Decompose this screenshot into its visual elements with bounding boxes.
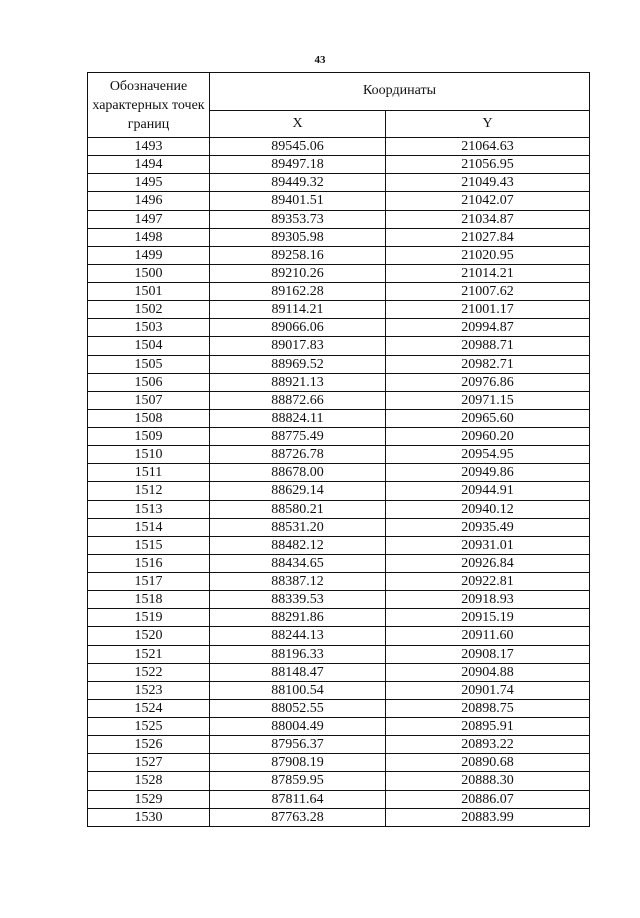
table-row xyxy=(88,591,590,609)
y-coordinate-cell: 20944.91 xyxy=(386,482,590,500)
x-coordinate-cell: 89449.32 xyxy=(210,174,386,192)
table-header xyxy=(88,73,590,138)
y-coordinate-cell: 20954.95 xyxy=(386,446,590,464)
x-coordinate-cell: 88969.52 xyxy=(210,355,386,373)
y-coordinate-cell: 20949.86 xyxy=(386,464,590,482)
y-coordinate-cell: 20886.07 xyxy=(386,790,590,808)
x-coordinate-cell: 88004.49 xyxy=(210,718,386,736)
y-coordinate-cell: 20915.19 xyxy=(386,609,590,627)
point-cell: 1498 xyxy=(88,228,210,246)
table-row xyxy=(88,482,590,500)
y-coordinate-cell: 21042.07 xyxy=(386,192,590,210)
y-coordinate-cell: 21049.43 xyxy=(386,174,590,192)
x-coordinate-cell: 89497.18 xyxy=(210,156,386,174)
x-coordinate-cell: 88434.65 xyxy=(210,554,386,572)
table-row xyxy=(88,518,590,536)
table-row xyxy=(88,391,590,409)
point-cell: 1516 xyxy=(88,554,210,572)
y-column-header: Y xyxy=(386,110,590,137)
table-row xyxy=(88,156,590,174)
table-row xyxy=(88,409,590,427)
point-cell: 1506 xyxy=(88,373,210,391)
point-cell: 1512 xyxy=(88,482,210,500)
y-coordinate-cell: 20994.87 xyxy=(386,319,590,337)
table-row xyxy=(88,264,590,282)
y-coordinate-cell: 21064.63 xyxy=(386,138,590,156)
table-row xyxy=(88,373,590,391)
table-row xyxy=(88,627,590,645)
x-coordinate-cell: 88196.33 xyxy=(210,645,386,663)
table-row xyxy=(88,428,590,446)
x-coordinate-cell: 88148.47 xyxy=(210,663,386,681)
x-coordinate-cell: 87908.19 xyxy=(210,754,386,772)
x-coordinate-cell: 88872.66 xyxy=(210,391,386,409)
table-row xyxy=(88,790,590,808)
x-coordinate-cell: 89210.26 xyxy=(210,264,386,282)
table-row xyxy=(88,174,590,192)
point-cell: 1525 xyxy=(88,718,210,736)
point-cell: 1494 xyxy=(88,156,210,174)
point-cell: 1511 xyxy=(88,464,210,482)
x-coordinate-cell: 89401.51 xyxy=(210,192,386,210)
point-cell: 1503 xyxy=(88,319,210,337)
x-coordinate-cell: 89017.83 xyxy=(210,337,386,355)
table-row xyxy=(88,754,590,772)
coordinates-table xyxy=(87,72,590,827)
y-coordinate-cell: 20935.49 xyxy=(386,518,590,536)
point-cell: 1530 xyxy=(88,808,210,826)
point-cell: 1508 xyxy=(88,409,210,427)
table-body xyxy=(88,138,590,827)
point-cell: 1514 xyxy=(88,518,210,536)
y-coordinate-cell: 21056.95 xyxy=(386,156,590,174)
point-cell: 1502 xyxy=(88,301,210,319)
y-coordinate-cell: 20898.75 xyxy=(386,699,590,717)
point-cell: 1499 xyxy=(88,246,210,264)
y-coordinate-cell: 20908.17 xyxy=(386,645,590,663)
point-cell: 1497 xyxy=(88,210,210,228)
point-cell: 1526 xyxy=(88,736,210,754)
x-coordinate-cell: 88726.78 xyxy=(210,446,386,464)
y-coordinate-cell: 20931.01 xyxy=(386,536,590,554)
y-coordinate-cell: 20888.30 xyxy=(386,772,590,790)
y-coordinate-cell: 20976.86 xyxy=(386,373,590,391)
point-cell: 1518 xyxy=(88,591,210,609)
point-cell: 1519 xyxy=(88,609,210,627)
y-coordinate-cell: 20940.12 xyxy=(386,500,590,518)
table-row xyxy=(88,645,590,663)
y-coordinate-cell: 21027.84 xyxy=(386,228,590,246)
x-coordinate-cell: 88824.11 xyxy=(210,409,386,427)
y-coordinate-cell: 20971.15 xyxy=(386,391,590,409)
y-coordinate-cell: 20965.60 xyxy=(386,409,590,427)
x-coordinate-cell: 89258.16 xyxy=(210,246,386,264)
table-row xyxy=(88,138,590,156)
x-coordinate-cell: 88580.21 xyxy=(210,500,386,518)
table-row xyxy=(88,609,590,627)
x-coordinate-cell: 89353.73 xyxy=(210,210,386,228)
x-coordinate-cell: 87956.37 xyxy=(210,736,386,754)
table-row xyxy=(88,192,590,210)
y-coordinate-cell: 20890.68 xyxy=(386,754,590,772)
x-coordinate-cell: 88678.00 xyxy=(210,464,386,482)
x-coordinate-cell: 88339.53 xyxy=(210,591,386,609)
point-cell: 1501 xyxy=(88,283,210,301)
y-coordinate-cell: 20893.22 xyxy=(386,736,590,754)
table-row xyxy=(88,536,590,554)
y-coordinate-cell: 20901.74 xyxy=(386,681,590,699)
x-coordinate-cell: 89305.98 xyxy=(210,228,386,246)
x-coordinate-cell: 88775.49 xyxy=(210,428,386,446)
y-coordinate-cell: 21014.21 xyxy=(386,264,590,282)
x-coordinate-cell: 88531.20 xyxy=(210,518,386,536)
x-coordinate-cell: 89066.06 xyxy=(210,319,386,337)
table-row xyxy=(88,772,590,790)
y-coordinate-cell: 21007.62 xyxy=(386,283,590,301)
table-row xyxy=(88,319,590,337)
y-coordinate-cell: 20982.71 xyxy=(386,355,590,373)
point-cell: 1493 xyxy=(88,138,210,156)
page-number: 43 xyxy=(314,54,326,66)
point-cell: 1509 xyxy=(88,428,210,446)
y-coordinate-cell: 21001.17 xyxy=(386,301,590,319)
x-coordinate-cell: 88052.55 xyxy=(210,699,386,717)
table-row xyxy=(88,554,590,572)
x-coordinate-cell: 88100.54 xyxy=(210,681,386,699)
table-row xyxy=(88,210,590,228)
table-row xyxy=(88,228,590,246)
y-coordinate-cell: 20883.99 xyxy=(386,808,590,826)
point-cell: 1510 xyxy=(88,446,210,464)
x-coordinate-cell: 89114.21 xyxy=(210,301,386,319)
point-cell: 1529 xyxy=(88,790,210,808)
table-row xyxy=(88,337,590,355)
x-coordinate-cell: 88244.13 xyxy=(210,627,386,645)
y-coordinate-cell: 20988.71 xyxy=(386,337,590,355)
table-row xyxy=(88,699,590,717)
x-column-header: X xyxy=(210,110,386,137)
point-cell: 1513 xyxy=(88,500,210,518)
coordinates-header: Координаты xyxy=(210,73,590,111)
y-coordinate-cell: 20895.91 xyxy=(386,718,590,736)
x-coordinate-cell: 87763.28 xyxy=(210,808,386,826)
table-row xyxy=(88,718,590,736)
point-cell: 1528 xyxy=(88,772,210,790)
x-coordinate-cell: 87859.95 xyxy=(210,772,386,790)
point-cell: 1523 xyxy=(88,681,210,699)
y-coordinate-cell: 20918.93 xyxy=(386,591,590,609)
y-coordinate-cell: 21034.87 xyxy=(386,210,590,228)
point-cell: 1505 xyxy=(88,355,210,373)
x-coordinate-cell: 88629.14 xyxy=(210,482,386,500)
y-coordinate-cell: 20960.20 xyxy=(386,428,590,446)
x-coordinate-cell: 88482.12 xyxy=(210,536,386,554)
point-cell: 1524 xyxy=(88,699,210,717)
table-row xyxy=(88,500,590,518)
point-cell: 1520 xyxy=(88,627,210,645)
x-coordinate-cell: 87811.64 xyxy=(210,790,386,808)
point-cell: 1504 xyxy=(88,337,210,355)
table-row xyxy=(88,246,590,264)
point-cell: 1517 xyxy=(88,573,210,591)
point-cell: 1495 xyxy=(88,174,210,192)
x-coordinate-cell: 89162.28 xyxy=(210,283,386,301)
y-coordinate-cell: 21020.95 xyxy=(386,246,590,264)
y-coordinate-cell: 20922.81 xyxy=(386,573,590,591)
table-row xyxy=(88,808,590,826)
table-row xyxy=(88,355,590,373)
point-cell: 1522 xyxy=(88,663,210,681)
point-cell: 1515 xyxy=(88,536,210,554)
x-coordinate-cell: 88387.12 xyxy=(210,573,386,591)
y-coordinate-cell: 20911.60 xyxy=(386,627,590,645)
point-cell: 1496 xyxy=(88,192,210,210)
table-row xyxy=(88,736,590,754)
x-coordinate-cell: 88291.86 xyxy=(210,609,386,627)
point-cell: 1500 xyxy=(88,264,210,282)
x-coordinate-cell: 88921.13 xyxy=(210,373,386,391)
y-coordinate-cell: 20926.84 xyxy=(386,554,590,572)
table-row xyxy=(88,446,590,464)
table-row xyxy=(88,301,590,319)
table-row xyxy=(88,464,590,482)
point-cell: 1521 xyxy=(88,645,210,663)
point-cell: 1527 xyxy=(88,754,210,772)
x-coordinate-cell: 89545.06 xyxy=(210,138,386,156)
point-cell: 1507 xyxy=(88,391,210,409)
table-row xyxy=(88,573,590,591)
table-row xyxy=(88,663,590,681)
point-designation-header: Обозначение характерных точек границ xyxy=(88,73,210,138)
table-row xyxy=(88,681,590,699)
table-row xyxy=(88,283,590,301)
y-coordinate-cell: 20904.88 xyxy=(386,663,590,681)
